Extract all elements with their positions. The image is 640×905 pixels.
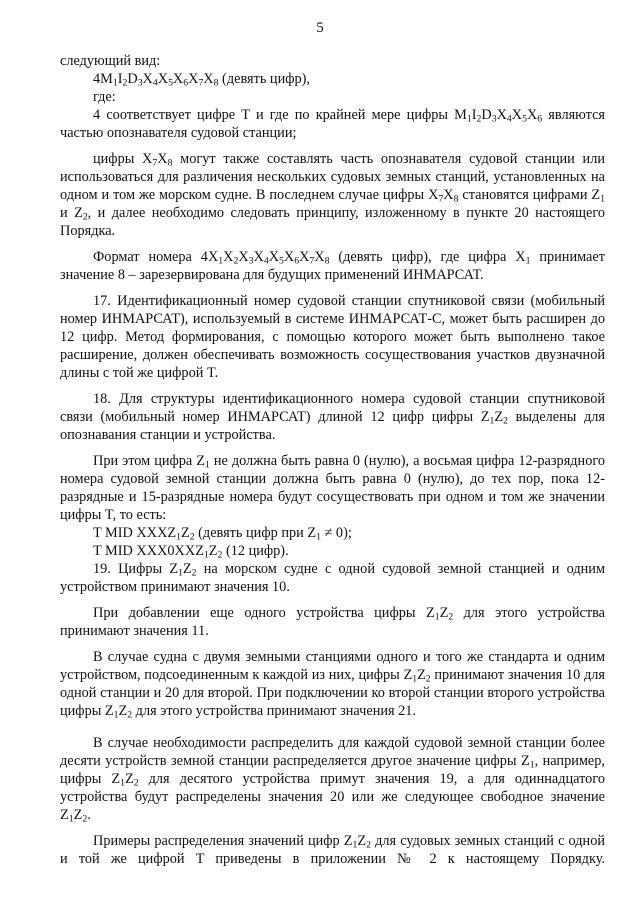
paragraph-p11: T MID $XXX0XXZ_1Z_2$ (12 цифр). xyxy=(93,543,289,561)
paragraph-p3: где: xyxy=(93,89,116,105)
paragraph-p9: При этом цифра $Z_1$ не должна быть равна 0 (нулю), а восьмая цифра 12-разрядного номера судовой земной станции должна быть равна 0 (нулю), до тех пор, пока 12-разрядные и 15-разрядные номера будут сосуществовать при одном и том же значении цифры T, то есть: xyxy=(60,453,606,523)
paragraph-p14: В случае судна с двумя земными станциями одного и того же стандарта и одним устройством, подсоединенным к каждой из них, цифры $Z_1Z_2$ принимают значения 10 для одной станции и 20 для второй. При подключении ко второй станции второго устройства цифры $Z_1Z_2$ для этого устройства принимают значения 21. xyxy=(60,649,605,721)
document-body xyxy=(60,52,605,868)
paragraph-p2: $4M_1I_2D_3X_4X_5X_6X_7X_8$ (девять цифр), xyxy=(93,71,310,89)
paragraph-p4: 4 соответствует цифре T и где по крайней мере цифры $M_1I_2D_3X_4X_5X_6$ являются частью опознавателя судовой станции; xyxy=(60,107,605,141)
paragraph-p8: 18. Для структуры идентификационного номера судовой станции спутниковой связи (мобильный номер ИНМАРСАТ) длиной 12 цифр цифры $Z_1Z_2$ выделены для опознавания станции и устройства. xyxy=(60,391,605,443)
paragraph-p5: цифры $X_7X_8$ могут также составлять часть опознавателя судовой станции или использоваться для различения нескольких судовых земных станций, установленных на одном и том же морском судне. В последнем случае цифры $X_7X_8$ становятся цифрами $Z_1$ и $Z_2$, и далее необходимо следовать принципу, изложенному в пункте 20 настоящего Порядка. xyxy=(60,151,606,239)
paragraph-p15: В случае необходимости распределить для каждой судовой земной станции более десяти устройств земной станции распределяется другое значение цифры $Z_1$, например, цифры $Z_1Z_2$ для десятого устройства примут значения 19, а для одиннадцатого устройства будут распределены значения 20 или же следующее свободное значение $Z_1Z_2$. xyxy=(60,735,605,825)
paragraph-p13: При добавлении еще одного устройства цифры $Z_1Z_2$ для этого устройства принимают значения 11. xyxy=(60,605,605,639)
paragraph-p10: T MID $XXXZ_1Z_2$ (девять цифр при $Z_1 \ne 0$); xyxy=(93,525,352,543)
paragraph-p1: следующий вид: xyxy=(60,53,161,69)
paragraph-p6: Формат номера $4X_1X_2X_3X_4X_5X_6X_7X_8$ (девять цифр), где цифра $X_1$ принимает значение 8 – зарезервирована для будущих применений ИНМАРСАТ. xyxy=(60,249,605,283)
page-number: 5 xyxy=(316,20,324,36)
paragraph-p12: 19. Цифры $Z_1Z_2$ на морском судне с одной судовой земной станцией и одним устройством принимают значения 10. xyxy=(60,561,605,595)
paragraph-p16: Примеры распределения значений цифр $Z_1Z_2$ для судовых земных станций с одной и той же цифрой T приведены в приложении № 2 к настоящему Порядку. xyxy=(60,833,606,867)
paragraph-p7: 17. Идентификационный номер судовой станции спутниковой связи (мобильный номер ИНМАРСАТ), используемый в системе ИНМАРСАТ-С, может быть расширен до 12 цифр. Метод формирования, с помощью которого может быть выполнено такое расширение, должен обеспечивать возможность сосуществования участков двузначной длины с той же цифрой T. xyxy=(60,293,605,381)
